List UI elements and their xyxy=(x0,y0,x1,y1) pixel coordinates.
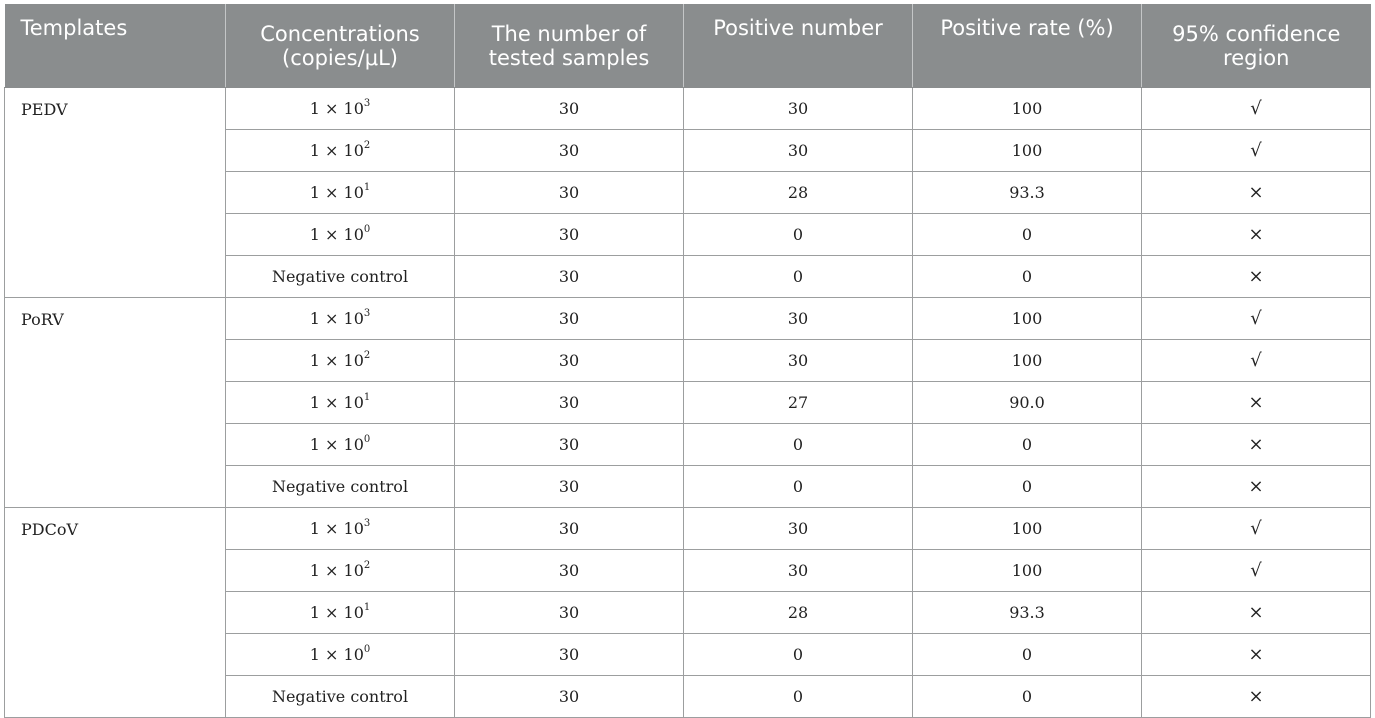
positive-rate-cell: 100 xyxy=(913,298,1142,340)
positive-rate-cell: 100 xyxy=(913,340,1142,382)
concentration-cell xyxy=(226,298,455,340)
concentration-cell xyxy=(226,424,455,466)
concentration-exponent: 1 xyxy=(363,391,371,403)
tested-samples-cell: 30 xyxy=(455,214,684,256)
concentration-base: 1 × 10 xyxy=(309,393,364,412)
positive-number-cell: 0 xyxy=(684,256,913,298)
concentration-base: 1 × 10 xyxy=(309,225,364,244)
tested-samples-cell: 30 xyxy=(455,256,684,298)
confidence-mark-cell: √ xyxy=(1142,550,1371,592)
tested-samples-cell: 30 xyxy=(455,466,684,508)
positive-rate-cell: 0 xyxy=(913,466,1142,508)
concentration-exponent: 2 xyxy=(363,349,371,361)
template-name: PEDV xyxy=(5,88,226,298)
positive-number-cell: 28 xyxy=(684,172,913,214)
table-row xyxy=(5,508,1371,550)
confidence-mark-cell: × xyxy=(1142,172,1371,214)
concentration-cell xyxy=(226,634,455,676)
positive-number-cell: 30 xyxy=(684,340,913,382)
concentration-cell xyxy=(226,172,455,214)
concentration-base: 1 × 10 xyxy=(309,351,364,370)
template-name: PoRV xyxy=(5,298,226,508)
tested-samples-cell: 30 xyxy=(455,130,684,172)
concentration-base: 1 × 10 xyxy=(309,99,364,118)
concentration-base: 1 × 10 xyxy=(309,183,364,202)
tested-samples-cell: 30 xyxy=(455,424,684,466)
concentration-base: 1 × 10 xyxy=(309,603,364,622)
confidence-mark-cell: × xyxy=(1142,592,1371,634)
positive-number-cell: 28 xyxy=(684,592,913,634)
positive-rate-cell: 100 xyxy=(913,130,1142,172)
concentration-exponent: 3 xyxy=(363,97,371,109)
confidence-mark-cell: × xyxy=(1142,424,1371,466)
concentration-exponent: 0 xyxy=(363,433,371,445)
positive-number-cell: 0 xyxy=(684,676,913,718)
confidence-mark-cell: × xyxy=(1142,634,1371,676)
concentration-exponent: 2 xyxy=(363,139,371,151)
concentration-base: 1 × 10 xyxy=(309,309,364,328)
positive-rate-cell: 93.3 xyxy=(913,592,1142,634)
positive-rate-cell: 0 xyxy=(913,256,1142,298)
positive-number-cell: 0 xyxy=(684,466,913,508)
confidence-mark-cell: × xyxy=(1142,382,1371,424)
concentration-cell xyxy=(226,88,455,130)
concentration-cell xyxy=(226,130,455,172)
tested-samples-cell: 30 xyxy=(455,508,684,550)
positive-rate-cell: 0 xyxy=(913,424,1142,466)
confidence-mark-cell: √ xyxy=(1142,88,1371,130)
positive-rate-cell: 0 xyxy=(913,214,1142,256)
positive-number-cell: 0 xyxy=(684,214,913,256)
concentration-base: 1 × 10 xyxy=(309,141,364,160)
tested-samples-cell: 30 xyxy=(455,88,684,130)
concentration-cell xyxy=(226,592,455,634)
concentration-cell xyxy=(226,508,455,550)
concentration-cell xyxy=(226,676,455,718)
results-table xyxy=(4,4,1371,718)
concentration-base: 1 × 10 xyxy=(309,561,364,580)
confidence-mark-cell: √ xyxy=(1142,508,1371,550)
table-body xyxy=(5,88,1371,718)
tested-samples-cell: 30 xyxy=(455,172,684,214)
concentration-base: 1 × 10 xyxy=(309,645,364,664)
tested-samples-cell: 30 xyxy=(455,676,684,718)
positive-rate-cell: 0 xyxy=(913,676,1142,718)
positive-number-cell: 30 xyxy=(684,88,913,130)
confidence-mark-cell: × xyxy=(1142,214,1371,256)
concentration-exponent: 1 xyxy=(363,181,371,193)
confidence-mark-cell: √ xyxy=(1142,130,1371,172)
positive-rate-cell: 90.0 xyxy=(913,382,1142,424)
concentration-exponent: 3 xyxy=(363,517,371,529)
concentration-label: Negative control xyxy=(271,687,409,706)
header-positive-rate: Positive rate (%) xyxy=(913,4,1142,88)
concentration-cell xyxy=(226,382,455,424)
tested-samples-cell: 30 xyxy=(455,634,684,676)
template-name: PDCoV xyxy=(5,508,226,718)
header-row xyxy=(5,4,1371,88)
concentration-cell xyxy=(226,214,455,256)
tested-samples-cell: 30 xyxy=(455,340,684,382)
positive-rate-cell: 0 xyxy=(913,634,1142,676)
concentration-exponent: 0 xyxy=(363,223,371,235)
header-templates: Templates xyxy=(5,4,226,88)
positive-rate-cell: 100 xyxy=(913,550,1142,592)
confidence-mark-cell: √ xyxy=(1142,340,1371,382)
concentration-label: Negative control xyxy=(271,267,409,286)
confidence-mark-cell: × xyxy=(1142,466,1371,508)
header-tested-samples: The number of tested samples xyxy=(455,4,684,88)
concentration-exponent: 3 xyxy=(363,307,371,319)
positive-number-cell: 0 xyxy=(684,424,913,466)
positive-number-cell: 30 xyxy=(684,130,913,172)
table-row xyxy=(5,88,1371,130)
concentration-label: Negative control xyxy=(271,477,409,496)
positive-number-cell: 27 xyxy=(684,382,913,424)
tested-samples-cell: 30 xyxy=(455,550,684,592)
tested-samples-cell: 30 xyxy=(455,592,684,634)
concentration-cell xyxy=(226,466,455,508)
positive-number-cell: 30 xyxy=(684,550,913,592)
positive-number-cell: 30 xyxy=(684,298,913,340)
concentration-base: 1 × 10 xyxy=(309,435,364,454)
concentration-cell xyxy=(226,340,455,382)
positive-rate-cell: 93.3 xyxy=(913,172,1142,214)
header-positive-number: Positive number xyxy=(684,4,913,88)
header-confidence-region: 95% confidence region xyxy=(1142,4,1371,88)
confidence-mark-cell: × xyxy=(1142,676,1371,718)
concentration-cell xyxy=(226,550,455,592)
confidence-mark-cell: √ xyxy=(1142,298,1371,340)
concentration-exponent: 1 xyxy=(363,601,371,613)
header-concentrations: Concentrations (copies/μL) xyxy=(226,4,455,88)
positive-rate-cell: 100 xyxy=(913,88,1142,130)
confidence-mark-cell: × xyxy=(1142,256,1371,298)
positive-number-cell: 30 xyxy=(684,508,913,550)
concentration-cell xyxy=(226,256,455,298)
positive-rate-cell: 100 xyxy=(913,508,1142,550)
positive-number-cell: 0 xyxy=(684,634,913,676)
concentration-exponent: 2 xyxy=(363,559,371,571)
table-row xyxy=(5,298,1371,340)
concentration-base: 1 × 10 xyxy=(309,519,364,538)
tested-samples-cell: 30 xyxy=(455,298,684,340)
concentration-exponent: 0 xyxy=(363,643,371,655)
tested-samples-cell: 30 xyxy=(455,382,684,424)
